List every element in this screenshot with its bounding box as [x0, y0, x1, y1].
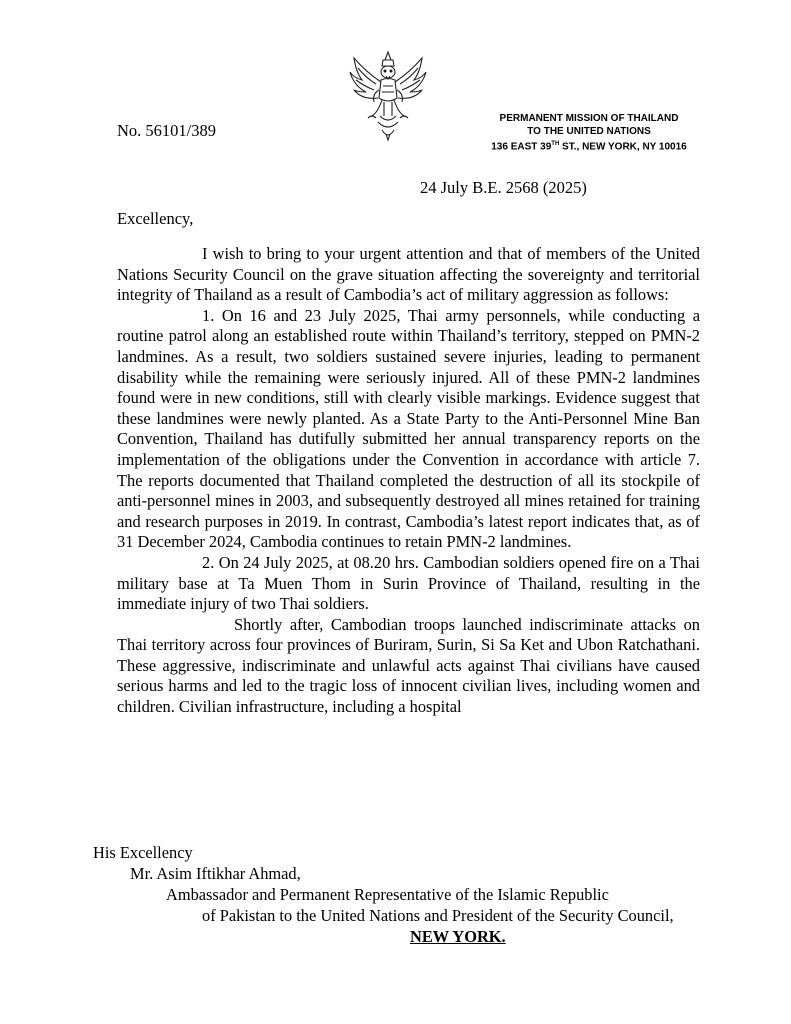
mission-subtitle: TO THE UNITED NATIONS	[527, 126, 651, 137]
letter-date: 24 July B.E. 2568 (2025)	[420, 178, 587, 197]
garuda-emblem-icon	[348, 50, 428, 142]
paragraph-3: Shortly after, Cambodian troops launched indiscriminate attacks on Thai territory across four provinces of Buriram, Surin, Si Sa Ket and Ubon Ratchathani. These aggressive, indiscriminate and unlawful acts against Thai civilians have caused serious harms and led to the tragic loss of innocent civilian lives, including women and children. Civilian infrastructure, including a hospital	[117, 614, 700, 717]
mission-name: PERMANENT MISSION OF THAILAND	[499, 113, 679, 124]
addressee-city: NEW YORK.	[410, 927, 506, 946]
mission-letterhead	[470, 112, 708, 153]
mission-address: 136 EAST 39TH ST., NEW YORK, NY 10016	[491, 141, 687, 153]
reference-number: No. 56101/389	[117, 121, 216, 140]
addressee-name: Mr. Asim Iftikhar Ahmad,	[130, 864, 301, 883]
letter-body	[117, 244, 700, 718]
salutation: Excellency,	[117, 209, 194, 228]
addressee-position-cont: of Pakistan to the United Nations and President of the Security Council,	[202, 906, 674, 925]
addressee-title: His Excellency	[93, 843, 193, 862]
paragraph-intro: I wish to bring to your urgent attention and that of members of the United Nations Security Council on the grave situation affecting the sovereignty and territorial integrity of Thailand as a result of Cambodia’s act of military aggression as follows:	[117, 244, 700, 305]
paragraph-1: 1. On 16 and 23 July 2025, Thai army personnels, while conducting a routine patrol along an established route within Thailand’s territory, stepped on PMN-2 landmines. As a result, two soldiers sustained severe injuries, leading to permanent disability while the remaining were seriously injured. All of these PMN-2 landmines found were in new conditions, still with clearly visible markings. Evidence suggest that these landmines were newly planted. As a State Party to the Anti-Personnel Mine Ban Convention, Thailand has dutifully submitted her annual transparency reports on the implementation of the obligations under the Convention in accordance with article 7. The reports documented that Thailand completed the destruction of all its stockpile of anti-personnel mines in 2003, and subsequently destroyed all mines retained for training and research purposes in 2019. In contrast, Cambodia’s latest report indicates that, as of 31 December 2024, Cambodia continues to retain PMN-2 landmines.	[117, 305, 700, 552]
addressee-position: Ambassador and Permanent Representative of the Islamic Republic	[166, 885, 609, 904]
paragraph-2: 2. On 24 July 2025, at 08.20 hrs. Cambodian soldiers opened fire on a Thai military base at Ta Muen Thom in Surin Province of Thailand, resulting in the immediate injury of two Thai soldiers.	[117, 552, 700, 614]
